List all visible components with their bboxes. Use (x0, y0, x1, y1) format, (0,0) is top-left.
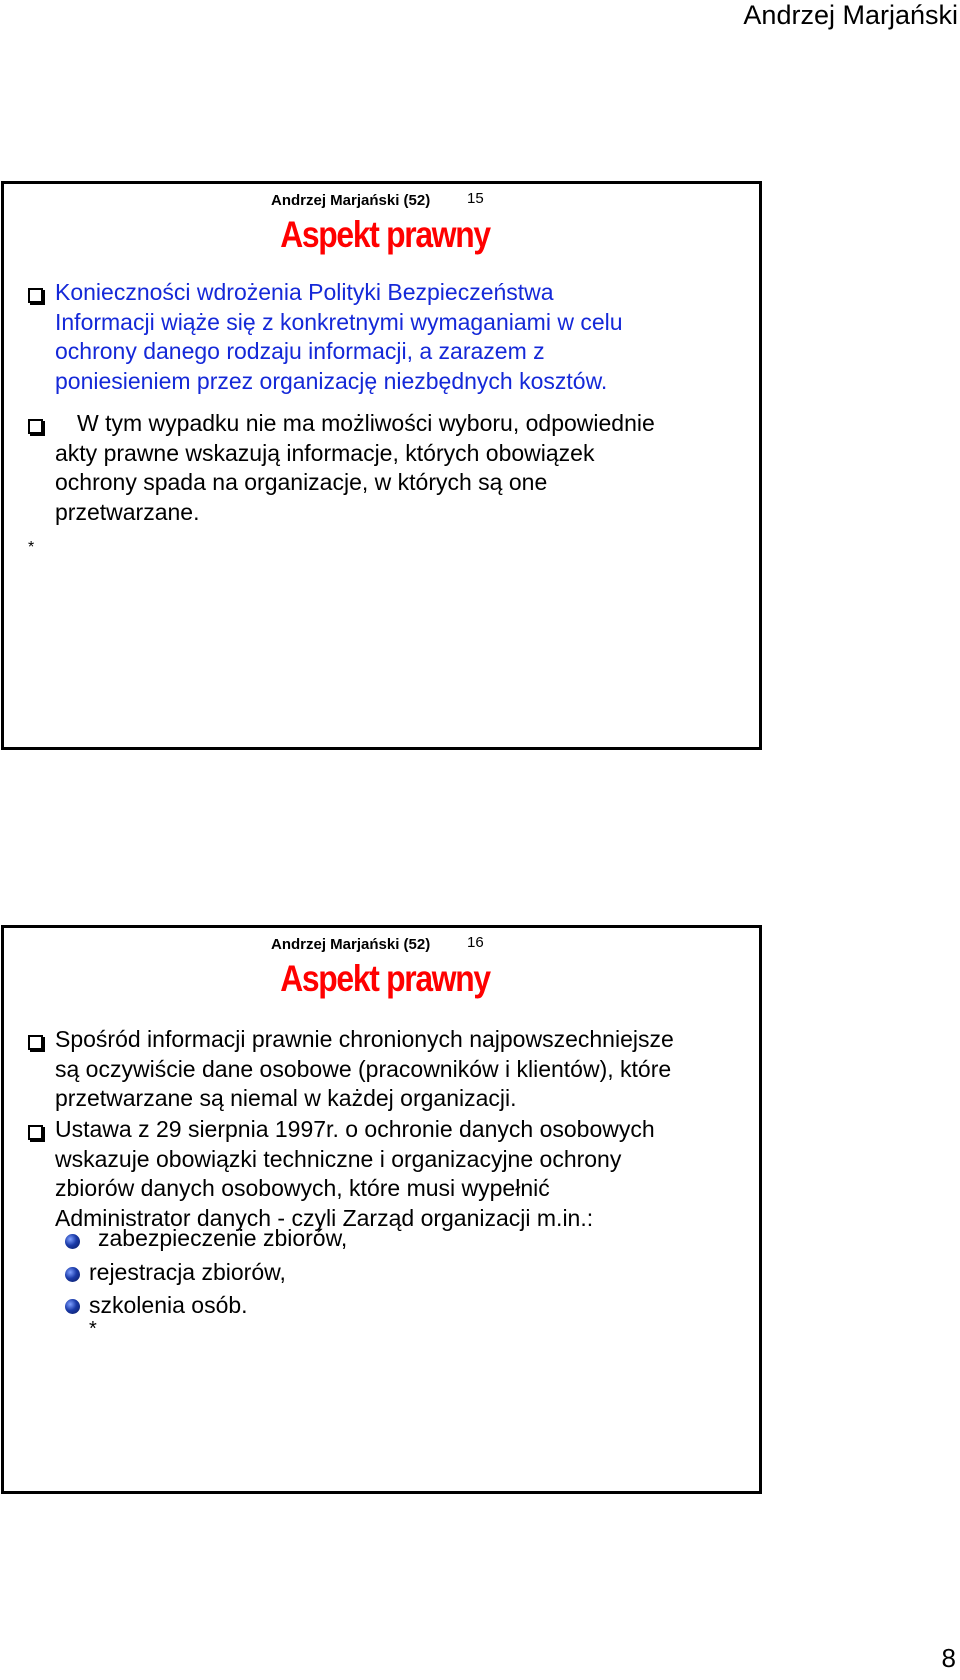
sub-item: zabezpieczenie zbiorów, (98, 1225, 348, 1251)
sub-item: rejestracja zbiorów, (89, 1259, 286, 1285)
bullet-item (55, 1025, 674, 1114)
checkbox-bullet-icon (28, 288, 43, 303)
bullet-line: ochrony spada na organizacje, w których są one (55, 469, 548, 495)
slide-title: Aspekt prawny (280, 214, 490, 255)
slide-number: 15 (467, 190, 484, 207)
bullet-item (55, 1115, 655, 1233)
page-number: 8 (941, 1643, 956, 1673)
sub-item: szkolenia osób. (89, 1292, 248, 1318)
footnote-marker: * (28, 539, 35, 556)
slide-number: 16 (467, 934, 484, 951)
bullet-line: Informacji wiąże się z konkretnymi wymaganiami w celu (55, 308, 623, 335)
bullet-line: akty prawne wskazują informacje, których obowiązek (55, 439, 595, 466)
bullet-item (55, 278, 623, 396)
checkbox-bullet-icon (28, 419, 43, 434)
bullet-line: poniesieniem przez organizację niezbędnych kosztów. (55, 367, 608, 394)
bullet-line: przetwarzane. (55, 498, 200, 525)
sphere-bullet-icon (65, 1299, 80, 1314)
bullet-line: Spośród informacji prawnie chronionych najpowszechniejsze (55, 1026, 674, 1052)
bullet-line: wskazuje obowiązki techniczne i organizacyjne ochrony (55, 1145, 622, 1172)
slide-title: Aspekt prawny (280, 958, 490, 999)
checkbox-bullet-icon (28, 1125, 43, 1140)
bullet-item (55, 409, 655, 527)
page-author: Andrzej Marjański (743, 0, 958, 30)
bullet-line: ochrony danego rodzaju informacji, a zarazem z (55, 338, 545, 364)
bullet-line: są oczywiście dane osobowe (pracowników i klientów), które (55, 1055, 672, 1082)
slide-header: Andrzej Marjański (52) (271, 192, 431, 209)
sphere-bullet-icon (65, 1234, 80, 1249)
slide-15 (1, 181, 762, 750)
bullet-line: zbiorów danych osobowych, które musi wypełnić (55, 1175, 550, 1201)
slide-header: Andrzej Marjański (52) (271, 936, 431, 953)
bullet-line: Administrator danych - czyli Zarząd organizacji m.in.: (55, 1204, 594, 1231)
bullet-line: W tym wypadku nie ma możliwości wyboru, odpowiednie (77, 410, 655, 436)
bullet-line: przetwarzane są niemal w każdej organizacji. (55, 1085, 517, 1111)
checkbox-bullet-icon (28, 1035, 43, 1050)
bullet-line: Ustawa z 29 sierpnia 1997r. o ochronie danych osobowych (55, 1116, 655, 1142)
sphere-bullet-icon (65, 1267, 80, 1282)
footnote-marker: * (89, 1318, 97, 1340)
bullet-line: Konieczności wdrożenia Polityki Bezpieczeństwa (55, 279, 554, 305)
slide-16 (1, 925, 762, 1494)
